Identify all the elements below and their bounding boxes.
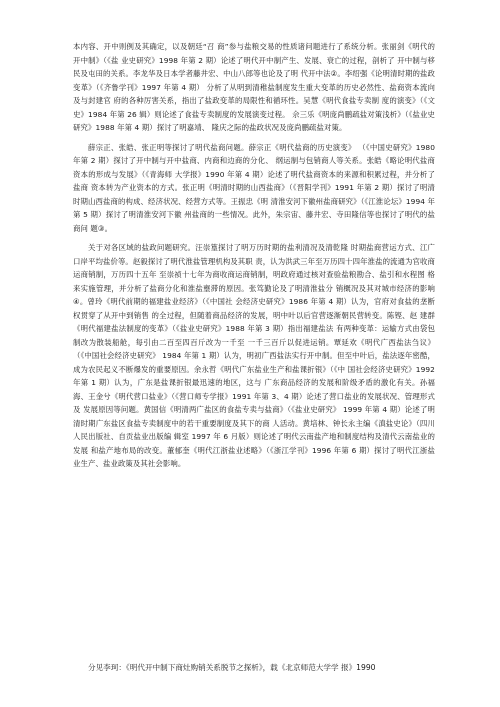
document-body [73, 40, 435, 471]
footnote: 分见李珂：《明代开中制下商灶购销关系脱节之探析》，载《北京师范大学学 报》1990 [88, 663, 376, 672]
paragraph-salt-policy: 本内容、开中则例及其确定，以及朝廷“召 商”参与盐粮交易的性质诸问题进行了系统分析。张丽剑《明代的开中制》（《盐 业史研究》1998 年第 2 期）论述了明代开中制产生、发展、衰亡的过程，剖析了 开中制与移民及屯田的关系。李龙华及日本学者藤井宏、中山八郎等也论及了明 代开中法②。李绍强《论明清时期的盐政变革》（《齐鲁学刊》1997 年第 4 期） 分析了从明到清稚盐制度发生重大变革的历史必然性、盐商资本流向及与封建官 府的各种厉害关系，指出了盐政变革的局限性和循环性。吴慧《明代食盐专卖制 度的演变》（《文史》1984 年第 26 辑）则论述了食盐专卖制度的发展演变过程。 佘三乐《明庞尚鹏疏盐对策浅析》（《盐业史研究》1988 年第 4 期）探讨了明嘉靖、 隆庆之际的盐政状况及庞尚鹏疏盐对策。 [73, 42, 435, 132]
paragraph-regional-salt-policy: 关于对各区域的盐政问题研究。汪崇篁探讨了明万历时期的盐利清况及清乾隆 时期盐商营运方式、江广口岸平均盐价等。赵毅探讨了明代淮盐管理机构及其职 责，认为洪武三年至万历四十四年淮盐的流通为官收商运商销制，万历四十五年 至崇祯十七年为商收商运商销制，明政府通过核对查验盐粮勘合、盐引和水程图 格来实施管理，并分析了盐商分化和淮盐壅滞的原因。张笃勤论及了明清淮盐分 销概况及其对城市经济的影响④。曾玲《明代前期的福建盐业经济》（《中国社 会经济史研究》1986 年第 4 期）认为，官府对食盐的垄断权贯穿了从开中到销售 的全过程，但随着商品经济的发展，明中叶以后官营逐渐朝民营转变。陈铿、赵 建群《明代福建盐法制度的变革》（《盐业史研究》1988 年第 3 期）指出福建盐法 有两种变革：运输方式由袋包制改为散装船舱，每引由二百至四百斤改为一千至 一千三百斤以促进运销。覃延欢《明代广西盐法刍议》（《中国社会经济史研究》 1984 年第 1 期）认为，明初广西盐法实行开中制。但至中叶后，盐法逐年密酷， 成为农民起义不断爆发的重要原因。余永哲《明代广东盐业生产和盐课折银》（《中 国社会经济史研究》1992 年第 1 期）认为，广东是盐课折银最迅速的地区，这与 广东商品经济的发展和阶级矛盾的激化有关。孙福海、王金兮《明代营口盐业》（《营口师专学报》1991 年第 3、4 期）论述了营口盐业的发展状况、管理形式及 发展原因等问题。黄国信《明清两广盐区的食盐专卖与盐商》（《盐业史研究》 1999 年第 4 期）论述了明清时期广东盐区食盐专卖制度中的若干重要制度及其下的商 人活动。黄培林、钟长永主编《滇盐史论》（四川人民出版社、自贡盐业出版编 辑室 1997 年 6 月版）则论述了明代云南盐产地和制度结构及清代云南盐业的发展 和盐产地布局的改变。董郁奎《明代江浙盐业述略》（《浙江学刊》1996 年第 6 期）探讨了明代江浙盐业生产、盐业政策及其社会影响。 [73, 243, 436, 468]
paragraph-salt-merchants: 薛宗正、张皓、张正明等探讨了明代盐商问题。薛宗正《明代盐商的历史演变》 （《中国史研究》1980 年第 2 期）探讨了开中制与开中盐商、内商和边商的分化、 纲运制与包销商人等关系。张皓《略论明代盐商资本的形成与发展》（《青海师 大学报》1990 年第 4 期）论述了明代盐商资本的来源和积累过程，并分析了盐商 资本转为产业资本的方式。张正明《明清时期的山西盐商》（《晋阳学刊》1991 年第 2 期）探讨了明清时期山西盐商的构成、经济状况、经营方式等。王振忠《明 清淮安河下徽州盐商研究》（《江淮论坛》1994 年第 5 期）探讨了明清淮安河下徽 州盐商的一些情况。此外，朱宗宙、藤井宏、寺田隆信等也探讨了明代的盐商问 题③。 [73, 142, 435, 233]
